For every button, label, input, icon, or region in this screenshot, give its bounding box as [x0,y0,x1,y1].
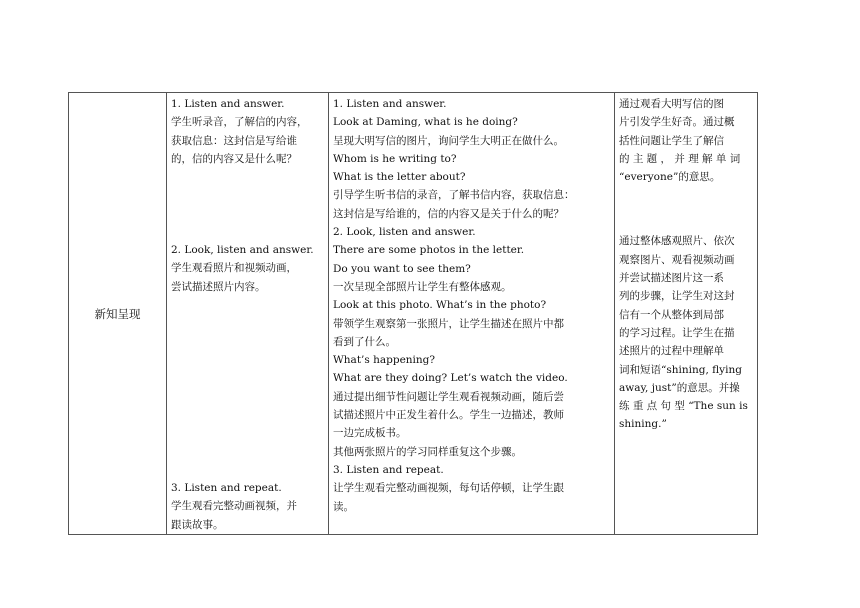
student-step1-line: 1. Listen and answer. [171,98,285,110]
teacher-step1-line: 引导学生听书信的录音，了解书信内容，获取信息： [333,189,575,202]
teacher-step3-line: 3. Listen and repeat. [333,463,444,476]
purpose-line: 片引发学生好奇。通过概 [619,116,735,129]
purpose-line: 观察图片、观看视频动画 [619,253,735,266]
purpose-line: 的学习过程。让学生在描 [619,326,735,339]
purpose-line: 通过观看大明写信的图 [619,98,724,110]
teacher-step2-line: 带领学生观察第一张照片，让学生描述在照片中都 [333,317,564,330]
stage-cell [69,93,167,535]
design-purpose-cell [615,93,758,535]
spacer [171,168,324,241]
student-step3-line: 学生观看完整动画视频，并 [171,500,297,513]
student-step2-line: 2. Look, listen and answer. [171,244,314,257]
teacher-step2-line: There are some photos in the letter. [333,244,525,257]
purpose-line: “everyone”的意思。 [619,171,721,184]
teacher-step3-line: 让学生观看完整动画视频，每句话停顿，让学生跟 [333,482,564,495]
student-activity-cell [167,93,329,535]
purpose-line: 练 重 点 句 型 “The sun is [619,400,748,413]
purpose-line: away, just”的意思。并操 [619,381,740,394]
teacher-step1-line: What is the letter about? [333,171,466,184]
purpose-line: 括性问题让学生了解信 [619,134,724,147]
teacher-step1-line: 呈现大明写信的图片，询问学生大明正在做什么。 [333,134,564,147]
lesson-plan-table [68,92,758,535]
teacher-step1-line: 这封信是写给谁的，信的内容又是关于什么的呢？ [333,207,564,220]
purpose-line: 的 主 题 ， 并 理 解 单 词 [619,152,741,165]
teacher-step2-line: 试描述照片中正发生着什么。学生一边描述，教师 [333,409,564,422]
teacher-step2-line: 看到了什么。 [333,335,396,348]
teacher-step2-line: 一次呈现全部照片让学生有整体感观。 [333,280,512,293]
teacher-step1-line: 1. Listen and answer. [333,98,447,110]
student-step1-line: 的，信的内容又是什么呢？ [171,152,297,165]
purpose-line: 列的步骤，让学生对这封 [619,290,735,303]
teacher-activity-cell [329,93,615,535]
purpose-line: 通过整体感观照片、依次 [619,235,735,248]
stage-label: 新知呈现 [94,307,141,322]
teacher-step2-line: Look at this photo. What’s in the photo? [333,299,547,312]
student-step2-line: 尝试描述照片内容。 [171,280,266,293]
purpose-line: 词和短语“shining, flying [619,363,742,376]
teacher-step2-line: 通过提出细节性问题让学生观看视频动画，随后尝 [333,390,564,403]
purpose-line: 并尝试描述图片这一系 [619,272,724,285]
table-row [69,93,758,535]
spacer [171,296,324,479]
student-step1-line: 获取信息：这封信是写给谁 [171,134,297,147]
student-step3-line: 3. Listen and repeat. [171,482,282,495]
teacher-step3-line: 读。 [333,500,354,513]
teacher-step2-line: What are they doing? Let’s watch the video. [333,372,568,385]
student-step2-line: 学生观看照片和视频动画， [171,262,297,275]
teacher-step2-line: Do you want to see them? [333,262,471,275]
purpose-line: 述照片的过程中理解单 [619,345,724,358]
teacher-step2-line: 2. Look, listen and answer. [333,226,476,239]
teacher-step2-line: What’s happening? [333,354,436,367]
teacher-step2-line: 一边完成板书。 [333,427,407,440]
spacer [619,186,753,232]
teacher-step1-line: Look at Daming, what is he doing? [333,116,518,129]
teacher-step1-line: Whom is he writing to? [333,152,457,165]
teacher-step2-line: 其他两张照片的学习同样重复这个步骤。 [333,445,522,458]
purpose-line: shining.” [619,418,667,431]
student-step1-line: 学生听录音，了解信的内容， [171,116,308,129]
student-step3-line: 跟读故事。 [171,518,224,531]
purpose-line: 信有一个从整体到局部 [619,308,724,321]
